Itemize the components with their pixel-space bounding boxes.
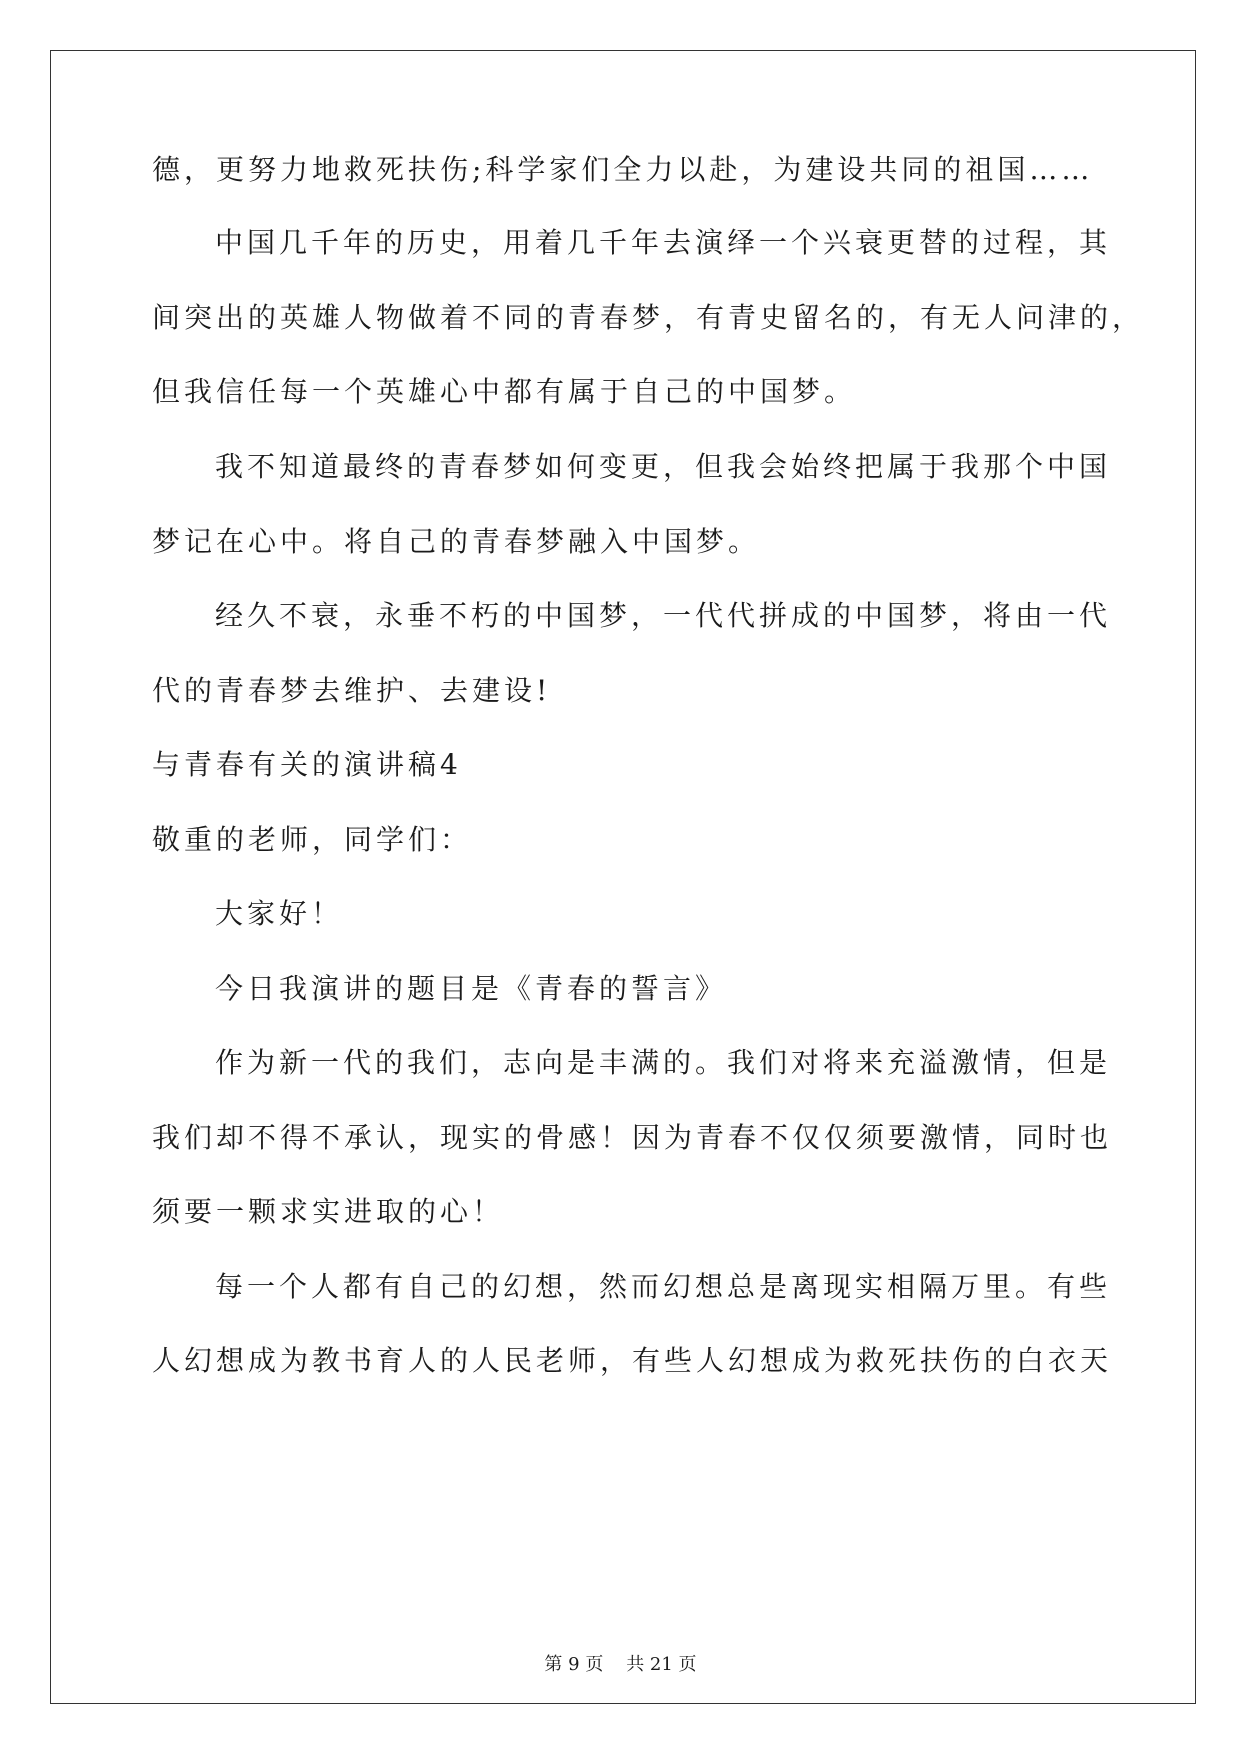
salutation: 敬重的老师，同学们： bbox=[152, 823, 473, 856]
body-line: 梦记在心中。将自己的青春梦融入中国梦。 bbox=[152, 525, 761, 558]
section-heading: 与青春有关的演讲稿4 bbox=[152, 748, 462, 781]
body-line: 须要一颗求实进取的心！ bbox=[152, 1195, 505, 1228]
body-line: 间突出的英雄人物做着不同的青春梦，有青史留名的，有无人问津的， bbox=[152, 301, 1145, 334]
paragraph-line: 今日我演讲的题目是《青春的誓言》 bbox=[215, 972, 728, 1005]
paragraph-line: 作为新一代的我们，志向是丰满的。我们对将来充溢激情，但是 bbox=[215, 1046, 1112, 1079]
paragraph-line: 经久不衰，永垂不朽的中国梦，一代代拼成的中国梦，将由一代 bbox=[215, 599, 1112, 632]
paragraph-line: 每一个人都有自己的幻想，然而幻想总是离现实相隔万里。有些 bbox=[215, 1270, 1112, 1303]
body-line: 代的青春梦去维护、去建设! bbox=[152, 674, 552, 707]
body-line: 但我信任每一个英雄心中都有属于自己的中国梦。 bbox=[152, 375, 857, 408]
paragraph-line: 我不知道最终的青春梦如何变更，但我会始终把属于我那个中国 bbox=[215, 450, 1112, 483]
body-line: 人幻想成为教书育人的人民老师，有些人幻想成为救死扶伤的白衣天 bbox=[152, 1344, 1113, 1377]
greeting: 大家好！ bbox=[215, 897, 344, 930]
paragraph-line: 中国几千年的历史，用着几千年去演绎一个兴衰更替的过程，其 bbox=[215, 226, 1112, 259]
page-footer: 第 9 页 共 21 页 bbox=[544, 1654, 697, 1675]
body-line: 德，更努力地救死扶伤;科学家们全力以赴，为建设共同的祖国…… bbox=[152, 153, 1094, 186]
body-line: 我们却不得不承认，现实的骨感！因为青春不仅仅须要激情，同时也 bbox=[152, 1121, 1113, 1154]
